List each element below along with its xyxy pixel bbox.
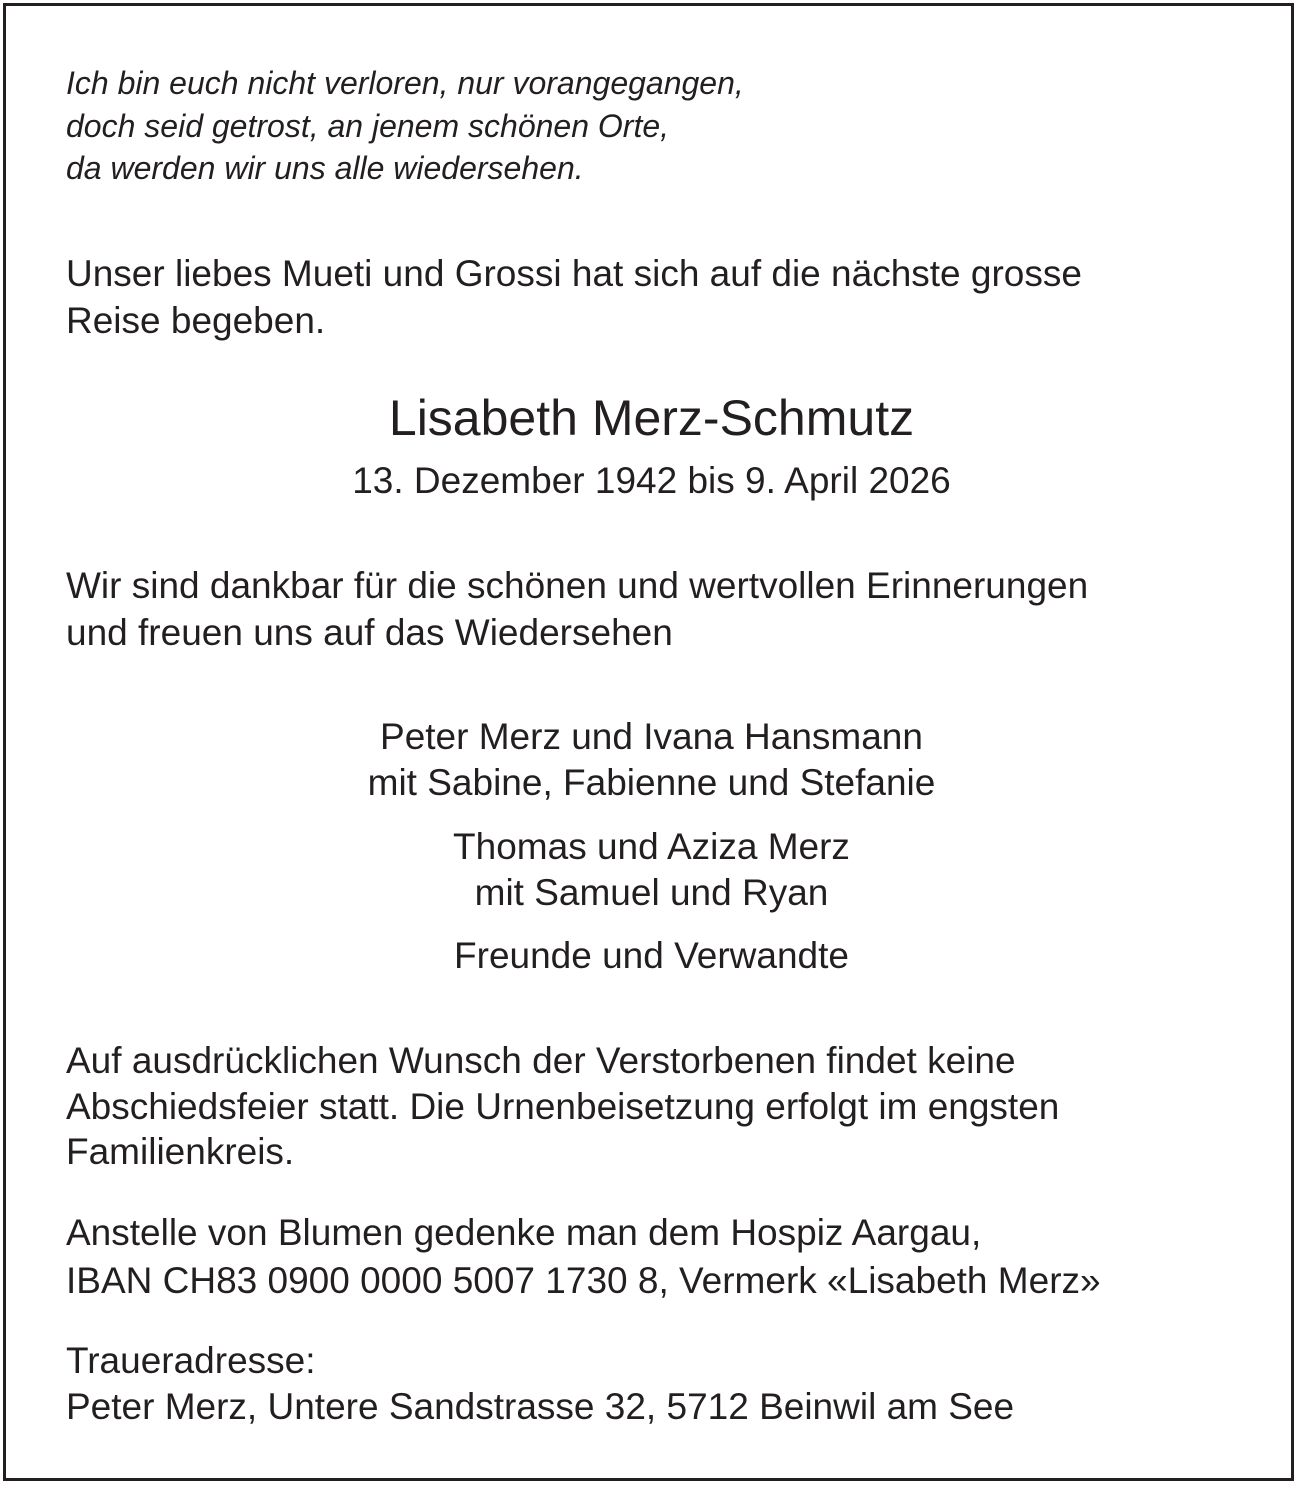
address-label: Traueradresse: (66, 1340, 316, 1381)
donation-line-2: IBAN CH83 0900 0000 5007 1730 8, Vermerk «Lisabeth Merz» (66, 1260, 1101, 1301)
mourner-line-1: Peter Merz und Ivana Hansmann (380, 716, 923, 757)
poem-line-1: Ich bin euch nicht verloren, nur vorangegangen, (66, 65, 744, 101)
ceremony-line-3: Familienkreis. (66, 1131, 295, 1172)
address-line: Peter Merz, Untere Sandstrasse 32, 5712 Beinwil am See (66, 1386, 1015, 1427)
deceased-name: Lisabeth Merz-Schmutz (388, 390, 915, 446)
gratitude-line-1: Wir sind dankbar für die schönen und wertvollen Erinnerungen (66, 565, 1089, 606)
intro-line-1: Unser liebes Mueti und Grossi hat sich auf die nächste grosse (66, 253, 1082, 294)
mourner-line-5: Freunde und Verwandte (454, 935, 849, 976)
intro-line-2: Reise begeben. (66, 300, 326, 341)
ceremony-line-1: Auf ausdrücklichen Wunsch der Verstorbenen findet keine (66, 1040, 1016, 1081)
mourner-line-2: mit Sabine, Fabienne und Stefanie (367, 762, 936, 803)
gratitude-line-2: und freuen uns auf das Wiedersehen (66, 612, 673, 653)
donation-line-1: Anstelle von Blumen gedenke man dem Hospiz Aargau, (66, 1212, 982, 1253)
ceremony-line-2: Abschiedsfeier statt. Die Urnenbeisetzung erfolgt im engsten (66, 1086, 1060, 1127)
poem-line-3: da werden wir uns alle wiedersehen. (66, 150, 584, 186)
deceased-dates: 13. Dezember 1942 bis 9. April 2026 (352, 460, 951, 501)
mourner-line-4: mit Samuel und Ryan (474, 872, 829, 913)
mourner-line-3: Thomas und Aziza Merz (453, 826, 850, 867)
poem-line-2: doch seid getrost, an jenem schönen Orte, (66, 108, 670, 144)
